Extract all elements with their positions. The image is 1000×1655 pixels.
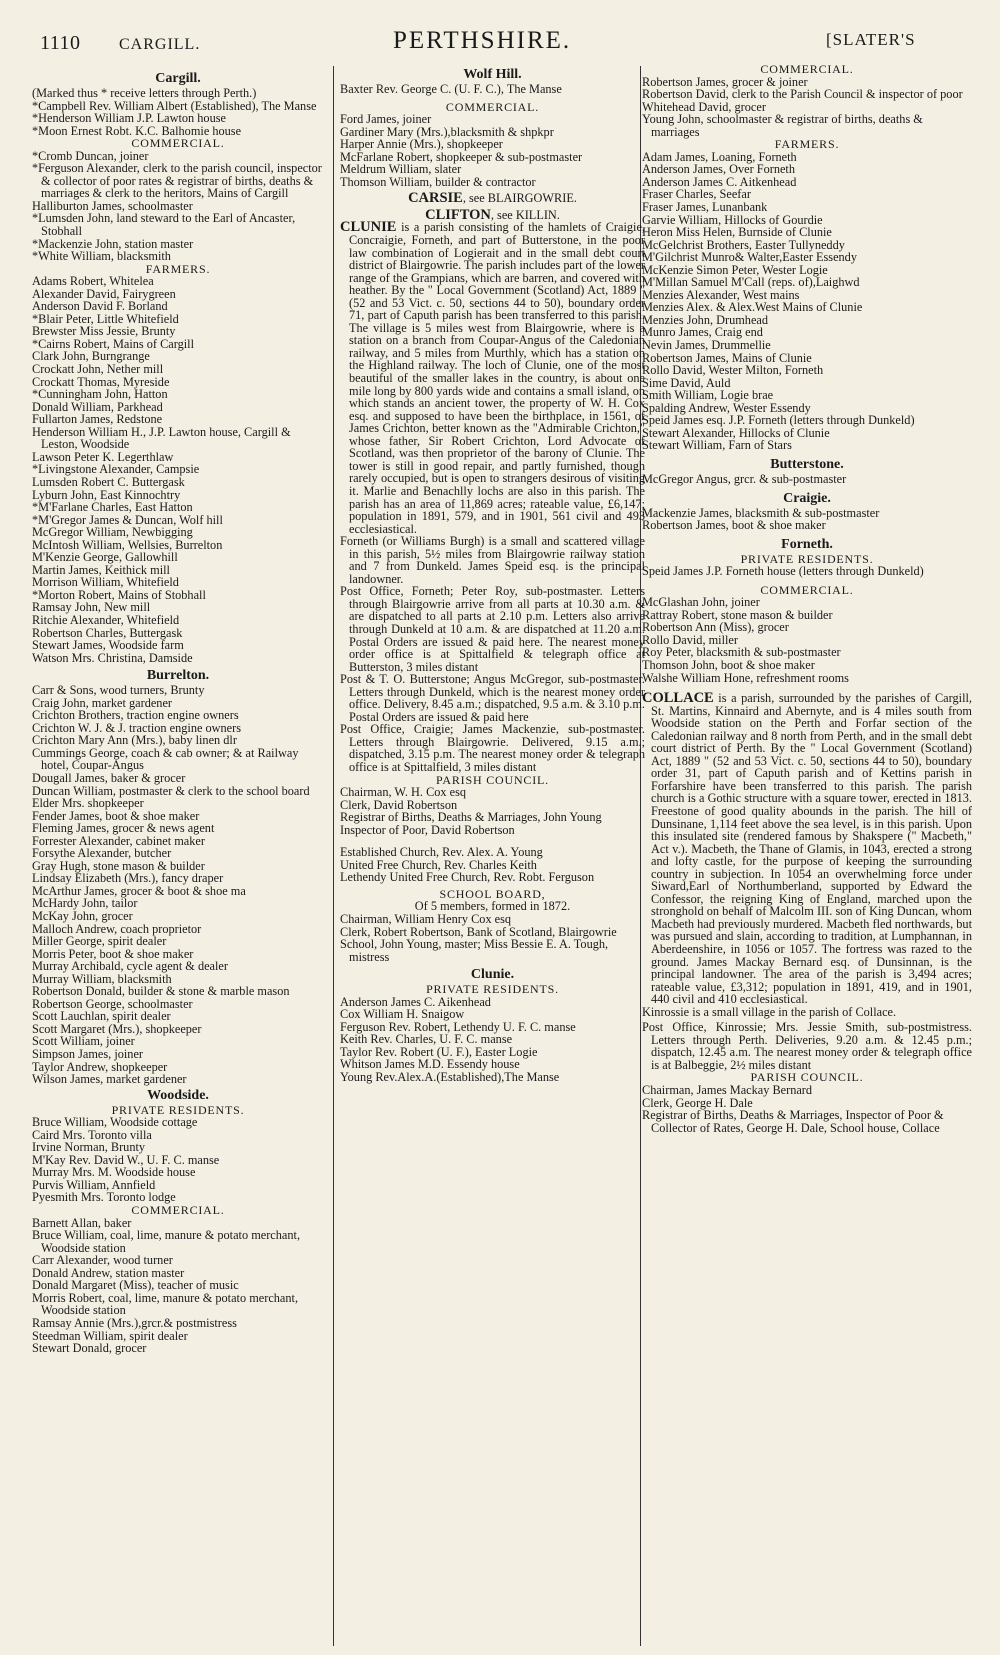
directory-entry: Wilson James, market gardener: [32, 1072, 187, 1087]
directory-entry: Whitson James M.D. Essendy house: [340, 1057, 520, 1072]
directory-entry: Anderson James C. Aitkenhead: [642, 174, 797, 189]
directory-entry: Robertson Charles, Buttergask: [32, 625, 183, 640]
directory-entry: Speid James J.P. Forneth house (letters through Dunkeld): [642, 564, 924, 579]
directory-entry: M'Millan Samuel M'Call (reps. of),Laighwd: [642, 275, 860, 290]
page-number: 1110: [40, 32, 81, 54]
directory-entry: Donald Andrew, station master: [32, 1265, 185, 1280]
directory-entry: *Cunningham John, Hatton: [32, 387, 168, 402]
paragraph-text: is a parish consisting of the hamlets of Craigie, Concraigie, Forneth, and part of Butterstone, in the poor law combination of Logierait and in the small debt court district of Blairgowrie. The parish includes part of the lower range of the Grampians, which are barren, and covered with heather. By the " Local Government (Scotland) Act, 1889 " (52 and 53 Vict. c. 50, sections 44 to 50), boundary order 71, part of Caputh parish has been transferred to this parish. The village is 5 miles west from Blairgowrie, where is a station on a branch from Coupar-Angus of the Caledonian railway, and 5 miles from Murthly, which has a station on the Highland railway. The loch of Clunie, one of the most beautiful of the smaller lakes in the country, is about one mile long by 800 yards wide and contains a small island, on which stands an ancient tower, the property of W. H. Cox esq. and supposed to have been the birthplace, in 1561, of James Crichton, better known as the "Admirable Crichton," whose father, Sir Robert Crichton, Lord Advocate of Scotland, was then proprietor of the barony of Clunie. The tower is still in good repair, and partly furnished, though rarely occupied, but is open to strangers desirous of visiting it. Marlie and Benachlly lochs are also in this parish. The parish has an area of 11,869 acres; rateable value, £6,147; population in 1891, 579, and in 1901, 561 civil and 493 ecclesiastical.: [349, 220, 645, 536]
descriptive-paragraph: Kinrossie is a small village in the parish of Collace.: [642, 1004, 897, 1019]
directory-entry: Crockatt Thomas, Myreside: [32, 374, 170, 389]
directory-entry: Robertson James, boot & shoe maker: [642, 518, 826, 533]
directory-entry: Keith Rev. Charles, U. F. C. manse: [340, 1032, 513, 1047]
directory-entry: *Lumsden John, land steward to the Earl of Ancaster, Stobhall: [32, 211, 296, 239]
directory-entry: Duncan William, postmaster & clerk to the school board: [32, 783, 310, 798]
cross-reference: [340, 192, 645, 205]
cross-reference-place: CARSIE: [408, 190, 463, 207]
directory-entry: Spalding Andrew, Wester Essendy: [642, 400, 811, 415]
descriptive-paragraph: Post Office, Kinrossie; Mrs. Jessie Smith, sub-postmistress. Letters through Perth. Deliveries, 9.20 a.m. & 12.45 p.m.; dispatch, 12.45 a.m. The nearest money order & telegraph office is at Balbeggie, 2½ miles distant: [642, 1020, 972, 1072]
directory-entry: Ferguson Rev. Robert, Lethendy U. F. C. manse: [340, 1019, 576, 1034]
directory-entry: *Cromb Duncan, joiner: [32, 148, 149, 163]
directory-entry: Clark John, Burngrange: [32, 349, 150, 364]
directory-entry: Stewart Donald, grocer: [32, 1341, 147, 1356]
directory-entry: Scott William, joiner: [32, 1034, 135, 1049]
directory-entry: M'Gilchrist Munro& Walter,Easter Essendy: [642, 250, 857, 265]
directory-entry: Crockatt John, Nether mill: [32, 362, 164, 377]
directory-entry: Anderson James C. Aikenhead: [340, 994, 491, 1009]
directory-entry: Morris Robert, coal, lime, manure & potato merchant, Woodside station: [32, 1290, 299, 1318]
directory-entry: Speid James esq. J.P. Forneth (letters through Dunkeld): [642, 413, 915, 428]
directory-entry: Murray Archibald, cycle agent & dealer: [32, 959, 228, 974]
subsection-heading: SCHOOL BOARD,: [439, 886, 546, 901]
directory-entry: Thomson William, builder & contractor: [340, 174, 536, 189]
directory-entry: United Free Church, Rev. Charles Keith: [340, 857, 537, 872]
directory-entry: *M'Farlane Charles, East Hatton: [32, 500, 193, 515]
directory-entry: McGlashan John, joiner: [642, 595, 760, 610]
section-heading: Clunie.: [470, 967, 515, 983]
section-heading: Craigie.: [783, 490, 831, 506]
directory-entry: *Cairns Robert, Mains of Cargill: [32, 336, 195, 351]
directory-entry: Harper Annie (Mrs.), shopkeeper: [340, 137, 503, 152]
directory-entry: Adams Robert, Whitelea: [32, 274, 154, 289]
directory-entry: Chairman, W. H. Cox esq: [340, 785, 467, 800]
directory-entry: Roy Peter, blacksmith & sub-postmaster: [642, 645, 841, 660]
cross-reference-target: , see BLAIRGOWRIE.: [462, 191, 577, 206]
directory-entry: Forsythe Alexander, butcher: [32, 846, 172, 861]
directory-entry: *Livingstone Alexander, Campsie: [32, 462, 200, 477]
section-heading: Woodside.: [147, 1087, 209, 1103]
directory-entry: Robertson Ann (Miss), grocer: [642, 620, 789, 635]
directory-entry: Fraser Charles, Seefar: [642, 187, 751, 202]
section-heading: Cargill.: [155, 71, 201, 86]
directory-entry: Lyburn John, East Kinnochtry: [32, 487, 181, 502]
directory-entry: Clerk, Robert Robertson, Bank of Scotland, Blairgowrie: [340, 924, 617, 939]
directory-entry: Anderson James, Over Forneth: [642, 162, 795, 177]
directory-entry: McHardy John, tailor: [32, 896, 138, 911]
directory-entry: Ramsay Annie (Mrs.),grcr.& postmistress: [32, 1315, 237, 1330]
directory-entry: McGelchrist Brothers, Easter Tullyneddy: [642, 237, 845, 252]
subsection-heading: PRIVATE RESIDENTS.: [740, 551, 874, 566]
directory-entry: *Henderson William J.P. Lawton house: [32, 111, 226, 126]
directory-entry: Rollo David, Wester Milton, Forneth: [642, 363, 824, 378]
directory-entry: Henderson William H., J.P. Lawton house, Cargill & Leston, Woodside: [32, 424, 291, 452]
directory-entry: Crichton W. J. & J. traction engine owners: [32, 720, 242, 735]
directory-entry: Murray William, blacksmith: [32, 971, 172, 986]
directory-entry: (Marked thus * receive letters through Perth.): [32, 86, 257, 100]
directory-entry: Alexander David, Fairygreen: [32, 286, 176, 301]
directory-entry: Stewart William, Farn of Stars: [642, 438, 792, 453]
directory-entry: Meldrum William, slater: [340, 162, 462, 177]
directory-entry: Scott Lauchlan, spirit dealer: [32, 1009, 171, 1024]
running-head-place: CARGILL.: [119, 36, 201, 53]
directory-entry: Whitehead David, grocer: [642, 99, 766, 114]
note-line: Of 5 members, formed in 1872.: [414, 899, 571, 914]
directory-entry: Clerk, David Robertson: [340, 797, 458, 812]
directory-entry: Lindsay Elizabeth (Mrs.), fancy draper: [32, 871, 224, 886]
directory-entry: Fraser James, Lunanbank: [642, 200, 768, 215]
directory-entry: Cummings George, coach & cab owner; & at Railway hotel, Coupar-Angus: [32, 745, 299, 773]
subsection-heading: PRIVATE RESIDENTS.: [426, 982, 559, 997]
directory-entry: Crichton Mary Ann (Mrs.), baby linen dlr: [32, 733, 237, 748]
directory-entry: Bruce William, coal, lime, manure & potato merchant, Woodside station: [32, 1228, 301, 1255]
directory-entry: Registrar of Births, Deaths & Marriages, John Young: [340, 810, 602, 825]
directory-entry: McKenzie Simon Peter, Wester Logie: [642, 262, 828, 277]
cross-reference-target: , see KILLIN.: [490, 207, 560, 222]
running-head-publisher: [SLATER'S: [826, 30, 916, 49]
running-head-county: PERTHSHIRE.: [393, 27, 572, 54]
subsection-heading: COMMERCIAL.: [760, 582, 854, 597]
directory-entry: *White William, blacksmith: [32, 249, 171, 264]
directory-entry: Walshe William Hone, refreshment rooms: [642, 670, 849, 685]
directory-entry: Irvine Norman, Brunty: [32, 1140, 146, 1155]
directory-entry: Morris Peter, boot & shoe maker: [32, 946, 194, 961]
directory-entry: Mackenzie James, blacksmith & sub-postmaster: [642, 505, 880, 520]
subsection-heading: COMMERCIAL.: [131, 1203, 225, 1218]
section-heading: Burrelton.: [146, 668, 210, 684]
directory-entry: Miller George, spirit dealer: [32, 934, 167, 949]
directory-entry: Dougall James, baker & grocer: [32, 770, 186, 785]
directory-entry: Anderson David F. Borland: [32, 299, 168, 314]
column-right: [642, 63, 972, 1134]
directory-entry: Munro James, Craig end: [642, 325, 763, 340]
directory-entry: Stewart James, Woodside farm: [32, 638, 184, 653]
directory-entry: Craig John, market gardener: [32, 695, 172, 710]
subsection-heading: PARISH COUNCIL.: [436, 772, 549, 787]
directory-entry: McGregor William, Newbigging: [32, 525, 193, 540]
directory-entry: Inspector of Poor, David Robertson: [340, 822, 515, 837]
directory-entry: *Blair Peter, Little Whitefield: [32, 311, 179, 326]
directory-entry: Rollo David, miller: [642, 632, 738, 647]
directory-entry: Ford James, joiner: [340, 112, 432, 127]
subsection-heading: FARMERS.: [145, 261, 211, 276]
page-header: [0, 0, 1000, 70]
directory-entry: Rattray Robert, stone mason & builder: [642, 607, 833, 622]
directory-entry: Malloch Andrew, coach proprietor: [32, 921, 202, 936]
directory-entry: *Morton Robert, Mains of Stobhall: [32, 587, 206, 602]
directory-entry: Cox William H. Snaigow: [340, 1007, 465, 1022]
subsection-heading: COMMERCIAL.: [760, 62, 854, 76]
directory-entry: Forrester Alexander, cabinet maker: [32, 833, 205, 848]
directory-entry: Crichton Brothers, traction engine owners: [32, 708, 239, 723]
directory-entry: Murray Mrs. M. Woodside house: [32, 1165, 196, 1180]
directory-entry: Lumsden Robert C. Buttergask: [32, 474, 185, 489]
directory-entry: Donald William, Parkhead: [32, 399, 163, 414]
directory-entry: Steedman William, spirit dealer: [32, 1328, 188, 1343]
directory-entry: Smith William, Logie brae: [642, 388, 774, 403]
directory-entry: Martin James, Keithick mill: [32, 562, 170, 577]
column-divider-left: [333, 66, 334, 1646]
directory-entry: *Campbell Rev. William Albert (Established), The Manse: [32, 98, 317, 113]
directory-entry: M'Kay Rev. David W., U. F. C. manse: [32, 1152, 220, 1167]
descriptive-paragraph: Post & T. O. Butterstone; Angus McGregor, sub-postmaster. Letters through Dunkeld, which is the nearest money order office. Delivery, 8.45 a.m.; dispatched, 9.5 a.m. & 3.10 p.m. Postal Orders are issued & paid here: [340, 672, 645, 724]
directory-entry: Taylor Andrew, shopkeeper: [32, 1059, 168, 1074]
directory-entry: School, John Young, master; Miss Bessie E. A. Tough, mistress: [340, 937, 609, 964]
subsection-heading: COMMERCIAL.: [445, 99, 540, 114]
directory-entry: Elder Mrs. shopkeeper: [32, 796, 144, 811]
directory-entry: Baxter Rev. George C. (U. F. C.), The Manse: [340, 82, 562, 96]
directory-entry: Bruce William, Woodside cottage: [32, 1115, 198, 1130]
directory-entry: McArthur James, grocer & boot & shoe ma: [32, 883, 246, 898]
directory-entry: Halliburton James, schoolmaster: [32, 198, 193, 213]
directory-entry: Robertson James, grocer & joiner: [642, 74, 808, 89]
directory-entry: Young Rev.Alex.A.(Established),The Manse: [340, 1070, 560, 1085]
directory-entry: Carr & Sons, wood turners, Brunty: [32, 683, 205, 698]
directory-entry: Robertson George, schoolmaster: [32, 996, 193, 1011]
directory-entry: Nevin James, Drummellie: [642, 338, 771, 353]
parish-name: COLLACE: [642, 690, 714, 707]
directory-entry: Lawson Peter K. Legerthlaw: [32, 449, 174, 464]
subsection-heading: FARMERS.: [774, 137, 840, 152]
directory-entry: *M'Gregor James & Duncan, Wolf hill: [32, 512, 223, 527]
directory-entry: Young John, schoolmaster & registrar of births, deaths & marriages: [642, 112, 923, 139]
directory-entry: Clerk, George H. Dale: [642, 1095, 753, 1110]
directory-entry: Menzies Alex. & Alex.West Mains of Clunie: [642, 300, 863, 315]
directory-entry: *Moon Ernest Robt. K.C. Balhomie house: [32, 123, 242, 138]
directory-entry: Established Church, Rev. Alex. A. Young: [340, 845, 543, 860]
directory-entry: Robertson James, Mains of Clunie: [642, 350, 812, 365]
directory-entry: Thomson John, boot & shoe maker: [642, 657, 815, 672]
directory-entry: Chairman, James Mackay Bernard: [642, 1083, 813, 1098]
directory-entry: Menzies John, Drumhead: [642, 312, 769, 327]
directory-entry: Sime David, Auld: [642, 375, 731, 390]
paragraph-text: is a parish, surrounded by the parishes of Cargill, St. Martins, Kinnaird and Abernyte, and is 4 miles south from Woodside station on the Perth and Forfar section of the Caledonian railway and 8 north from Perth, and in the small debt court district of Perth. By the " Local Government (Scotland) Act, 1889 " (52 and 53 Vict. c. 50, sections 44 to 50), boundary order 31, part of Caputh parish and of Kettins parish in Forfarshire have been transferred to this parish. The parish church is a Gothic structure with a square tower, erected in 1813. Freestone of good quality abounds in the parish. The hill of Dunsinane, 1,114 feet above the sea level, is in this parish. Upon this insulated site (rendered famous by Shakspere (" Macbeth," Act v.). Macbeth, the Thane of Glamis, in 1043, erected a strong and lofty castle, for the purpose of keeping the surrounding country in subjection. In 1054 an overwhelming force under Siward,Earl of Northumberland, supported by Edward the Confessor, the reigning King of England, marched upon the stronghold on behalf of Malcolm III. son of King Duncan, whom Macbeth had previously murdered. Macbeth fled northwards, but was pursued and slain, according to tradition, at Lumphannan, in Aberdeenshire, in 1056 or 1057. The fortress was razed to the ground. James Mackay Bernard esq. of Dunsinnan, is the principal landowner. The area of the parish is 3,494 acres; rateable value, £3,312; population in 1891, 419, and in 1901, 440 civil and 410 ecclesiastical.: [651, 691, 972, 1007]
directory-entry: Ramsay John, New mill: [32, 600, 151, 615]
directory-entry: Robertson David, clerk to the Parish Council & inspector of poor: [642, 87, 963, 102]
directory-entry: Watson Mrs. Christina, Damside: [32, 650, 193, 665]
subsection-heading: PRIVATE RESIDENTS.: [111, 1102, 245, 1117]
directory-entry: Simpson James, joiner: [32, 1047, 144, 1062]
directory-entry: Menzies Alexander, West mains: [642, 287, 800, 302]
directory-entry: Caird Mrs. Toronto villa: [32, 1127, 152, 1142]
subsection-heading: COMMERCIAL.: [131, 136, 225, 151]
directory-entry: Adam James, Loaning, Forneth: [642, 149, 797, 164]
directory-entry: McFarlane Robert, shopkeeper & sub-postmaster: [340, 149, 583, 164]
column-left: [32, 68, 324, 1355]
directory-entry: Scott Margaret (Mrs.), shopkeeper: [32, 1021, 202, 1036]
directory-entry: Barnett Allan, baker: [32, 1215, 132, 1230]
directory-entry: Carr Alexander, wood turner: [32, 1253, 173, 1268]
descriptive-paragraph: [340, 221, 645, 535]
column-middle: [340, 66, 645, 1084]
section-heading: Butterstone.: [770, 456, 844, 472]
directory-entry: Taylor Rev. Robert (U. F.), Easter Logie: [340, 1044, 538, 1059]
directory-entry: Chairman, William Henry Cox esq: [340, 912, 512, 926]
directory-entry: Stewart Alexander, Hillocks of Clunie: [642, 425, 830, 440]
directory-entry: Brewster Miss Jessie, Brunty: [32, 324, 176, 339]
directory-entry: Registrar of Births, Deaths & Marriages, Inspector of Poor & Collector of Rates, George H. Dale, School house, Collace: [642, 1108, 944, 1135]
directory-entry: Purvis William, Annfield: [32, 1177, 156, 1192]
directory-entry: McGregor Angus, grcr. & sub-postmaster: [642, 471, 847, 486]
directory-entry: M'Kenzie George, Gallowhill: [32, 550, 178, 565]
directory-entry: Ritchie Alexander, Whitefield: [32, 612, 180, 627]
directory-entry: *Ferguson Alexander, clerk to the parish council, inspector & collector of poor rates & registrar of births, deaths & marriages & clerk to the heritors, Mains of Cargill: [32, 161, 322, 201]
descriptive-paragraph: [642, 692, 972, 1006]
directory-entry: Fender James, boot & shoe maker: [32, 808, 200, 823]
descriptive-paragraph: Post Office, Craigie; James Mackenzie, sub-postmaster. Letters through Blairgowrie. Delivered, 9.15 a.m.; dispatched, 3.15 p.m. The nearest money order & telegraph office is at Spittalfield, 3 miles distant: [340, 722, 645, 774]
directory-entry: *Mackenzie John, station master: [32, 236, 194, 251]
directory-entry: Heron Miss Helen, Burnside of Clunie: [642, 225, 832, 240]
directory-entry: Pyesmith Mrs. Toronto lodge: [32, 1190, 176, 1205]
subsection-heading: PARISH COUNCIL.: [750, 1070, 864, 1085]
directory-entry: Garvie William, Hillocks of Gourdie: [642, 212, 823, 227]
directory-entry: Robertson Donald, builder & stone & marble mason: [32, 984, 290, 999]
descriptive-paragraph: Post Office, Forneth; Peter Roy, sub-postmaster. Letters through Blairgowrie arrive from all parts at 10.30 a.m. & are dispatched to all parts at 2.10 p.m. Letters also arrive through Dunkeld at 10 a.m. & are dispatched at 11.20 a.m. Postal Orders are issued & paid here. The nearest money order office is at Spittalfield & telegraph office at Butterston, 3 miles distant: [340, 584, 645, 674]
directory-entry: Morrison William, Whitefield: [32, 575, 179, 590]
directory-entry: Lethendy United Free Church, Rev. Robt. Ferguson: [340, 870, 595, 885]
directory-entry: Donald Margaret (Miss), teacher of music: [32, 1278, 239, 1293]
directory-entry: McIntosh William, Wellsies, Burrelton: [32, 537, 223, 552]
section-heading: Forneth.: [781, 536, 833, 552]
directory-entry: Fleming James, grocer & news agent: [32, 821, 215, 836]
descriptive-paragraph: Forneth (or Williams Burgh) is a small and scattered village in this parish, 5½ miles from Blairgowrie railway station and 7 from Dunkeld. James Speid esq. is the principal landowner.: [340, 534, 645, 586]
directory-entry: Gardiner Mary (Mrs.),blacksmith & shpkpr: [340, 124, 554, 139]
parish-name: CLUNIE: [340, 219, 397, 236]
section-heading: Wolf Hill.: [463, 67, 522, 82]
directory-entry: Gray Hugh, stone mason & builder: [32, 858, 205, 873]
directory-entry: McKay John, grocer: [32, 909, 133, 923]
directory-entry: Fullarton James, Redstone: [32, 412, 163, 427]
cross-reference-place: CLIFTON: [425, 206, 491, 223]
